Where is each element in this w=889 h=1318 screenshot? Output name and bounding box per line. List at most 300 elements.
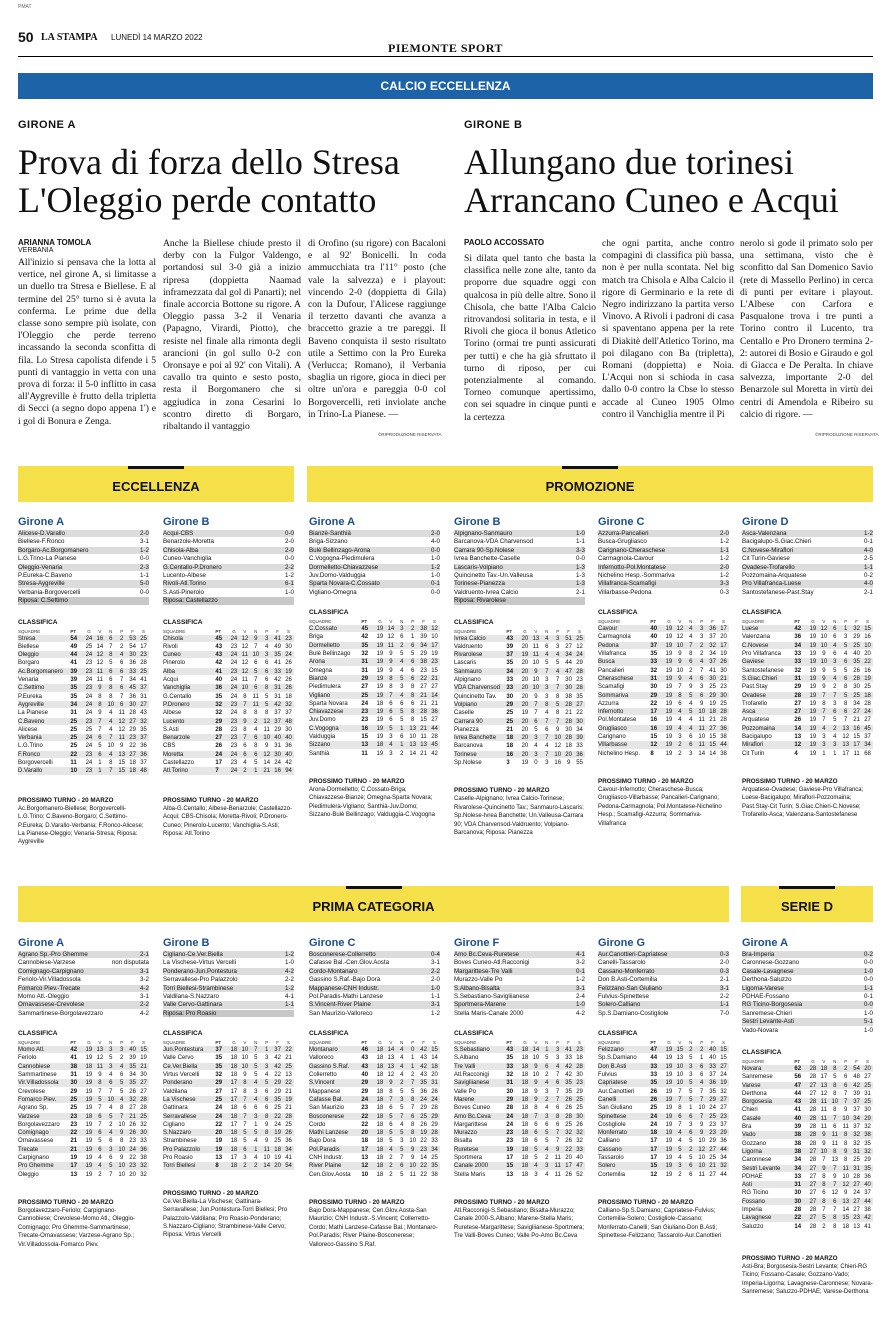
standings-row xyxy=(454,668,585,676)
stat-cell: 8 xyxy=(411,692,415,699)
stat-cell: 44 xyxy=(650,1055,658,1062)
result-row xyxy=(454,589,585,597)
stat-cell: 11 xyxy=(698,725,705,732)
stat-cell: 20 xyxy=(215,1130,223,1137)
stat-cell: 9 xyxy=(389,667,393,674)
stat-cell: 32 xyxy=(215,710,223,717)
score: 2-2 xyxy=(140,1001,149,1009)
stat-cell: 11 xyxy=(96,677,103,684)
stat-cell: 46 xyxy=(361,1047,369,1054)
stat-cell: 17 xyxy=(650,1146,658,1153)
stat-cell: 35 xyxy=(709,1088,716,1095)
standings-row xyxy=(163,1154,294,1162)
stat-cell: 26 xyxy=(565,1105,572,1112)
score: 3-3 xyxy=(720,580,729,588)
column-header: P xyxy=(844,1059,848,1064)
stat-cell: 19 xyxy=(665,1130,673,1137)
result-row xyxy=(163,597,294,605)
stat-cell: 5 xyxy=(844,667,848,674)
standings-row xyxy=(598,1046,729,1054)
stat-cell: 15 xyxy=(118,760,126,767)
standings-row xyxy=(454,651,585,659)
column-header: P xyxy=(120,628,124,634)
standings-row xyxy=(742,1214,873,1222)
stat-cell: 19 xyxy=(85,1171,93,1178)
standings-row xyxy=(163,651,294,659)
score: 0-0 xyxy=(864,959,873,967)
stat-cell: 3 xyxy=(833,742,837,749)
stat-cell: 14 xyxy=(794,725,802,732)
stat-cell: 39 xyxy=(506,643,514,650)
result-row xyxy=(309,959,440,967)
stat-cell: 32 xyxy=(864,1148,871,1155)
stat-cell: 13 xyxy=(842,1198,850,1205)
stat-cell: 32 xyxy=(140,1121,147,1128)
stat-cell: 19 xyxy=(809,675,817,682)
stat-cell: 8 xyxy=(389,684,393,691)
stat-cell: 36 xyxy=(576,751,583,758)
score: 0-0 xyxy=(140,555,149,563)
label-eccellenza: ECCELLENZA xyxy=(18,466,294,502)
stat-cell: 10 xyxy=(107,701,115,708)
team-name: Carignano xyxy=(598,734,626,741)
stat-cell: 40 xyxy=(709,1055,716,1062)
result-row xyxy=(742,547,873,555)
stat-cell: 2 xyxy=(678,742,682,749)
standings-row xyxy=(163,767,294,775)
score: 2-0 xyxy=(431,530,440,537)
stat-cell: 23 xyxy=(285,635,292,642)
stat-cell: 19 xyxy=(809,684,817,691)
team-name: Atl.Torino xyxy=(163,768,189,775)
stat-cell: 7 xyxy=(556,1088,560,1095)
column-header: G xyxy=(378,1040,382,1046)
stat-cell: 19 xyxy=(720,1080,727,1087)
stat-cell: 10 xyxy=(554,735,562,742)
team-name: Rivarolese xyxy=(454,652,483,659)
stat-cell: 20 xyxy=(521,677,529,684)
stat-cell: 5 xyxy=(400,1171,404,1178)
match: Villarbasse-Pedona xyxy=(598,588,652,596)
stat-cell: 42 xyxy=(420,1063,427,1070)
stat-cell: 13 xyxy=(361,742,369,749)
stat-cell: 26 xyxy=(565,1096,572,1103)
team-name: Borgovercelli xyxy=(18,760,53,767)
stat-cell: 9 xyxy=(844,1148,848,1155)
stat-cell: 17 xyxy=(230,1121,238,1128)
stat-cell: 54 xyxy=(285,1163,292,1170)
results-list xyxy=(598,530,729,597)
column-header: G xyxy=(232,628,236,634)
result-row xyxy=(18,580,149,588)
match: S.Asti-Pinerolo xyxy=(163,588,204,596)
column-header: PT xyxy=(794,619,801,625)
stat-cell: 45 xyxy=(361,626,369,633)
result-row xyxy=(454,951,585,959)
label-prima-categoria: PRIMA CATEGORIA xyxy=(18,886,729,922)
standings-row xyxy=(163,701,294,709)
match: Carignano-Cheraschese xyxy=(598,546,666,554)
standings-row xyxy=(309,658,440,666)
stat-cell: 12 xyxy=(241,635,249,642)
stat-cell: 19 xyxy=(521,652,529,659)
team-name: Don B.Asti xyxy=(598,1063,627,1070)
stat-cell: 12 xyxy=(387,634,395,641)
stat-cell: 22 xyxy=(420,675,427,682)
stat-cell: 42 xyxy=(361,634,369,641)
team-name: Bajo Dora xyxy=(309,1138,336,1145)
column-header: V xyxy=(243,628,247,634)
stat-cell: 31 xyxy=(361,667,369,674)
stat-cell: 4 xyxy=(545,1105,549,1112)
stat-cell: 8 xyxy=(556,1113,560,1120)
column-header: F xyxy=(567,1040,570,1046)
stat-cell: 4 xyxy=(98,1155,102,1162)
stat-cell: 24 xyxy=(230,685,238,692)
stat-cell: 8 xyxy=(243,1088,247,1095)
stat-cell: 10 xyxy=(409,734,417,741)
headline-line-1: Allungano due torinesi xyxy=(464,142,794,182)
stat-cell: 7 xyxy=(844,1090,848,1097)
standings-row xyxy=(18,1137,149,1145)
standings-row xyxy=(18,1154,149,1162)
stat-cell: 16 xyxy=(650,725,658,732)
article-b-headline xyxy=(464,143,874,219)
stat-cell: 1 xyxy=(411,1055,415,1062)
column-header: SQUADRE xyxy=(163,628,186,634)
match: Cigliano-Ce.Ver.Biella xyxy=(163,951,223,958)
team-name: Sparta Novara xyxy=(309,700,348,707)
match: C.Novese-Miraflori xyxy=(742,546,794,554)
stat-cell: 6 xyxy=(844,709,848,716)
stat-cell: 17 xyxy=(230,1088,238,1095)
stat-cell: 35 xyxy=(70,685,78,692)
match: Stresa-Aygreville xyxy=(18,580,65,588)
standings-row xyxy=(18,734,149,742)
stat-cell: 19 xyxy=(809,651,817,658)
stat-cell: 27 xyxy=(709,1146,716,1153)
stat-cell: 27 xyxy=(864,717,871,724)
stat-cell: 7 xyxy=(833,1115,837,1122)
stat-cell: 8 xyxy=(98,701,102,708)
stat-cell: 25 xyxy=(70,718,78,725)
stat-cell: 37 xyxy=(853,1124,860,1131)
stat-cell: 13 xyxy=(387,1063,395,1070)
standings-row xyxy=(742,1173,873,1181)
stat-cell: 6 xyxy=(411,659,415,666)
team-name: Aygreville xyxy=(18,701,44,708)
stat-cell: 9 xyxy=(243,718,247,725)
stat-cell: 62 xyxy=(794,1066,802,1072)
stat-cell: 9 xyxy=(556,726,560,733)
stat-cell: 7 xyxy=(545,751,549,758)
column-header: V xyxy=(98,628,102,634)
stat-cell: 15 xyxy=(431,1047,438,1054)
score: 2-0 xyxy=(720,530,729,537)
stat-cell: 9 xyxy=(254,635,258,642)
stat-cell: 18 xyxy=(376,1080,384,1087)
stat-cell: 25 xyxy=(140,668,147,675)
stat-cell: 28 xyxy=(809,1074,817,1081)
stat-cell: 8 xyxy=(650,750,654,757)
stat-cell: 19 xyxy=(215,1138,223,1145)
stat-cell: 3 xyxy=(833,700,837,707)
stat-cell: 15 xyxy=(676,1047,684,1054)
result-row xyxy=(742,580,873,588)
stat-cell: 5 xyxy=(120,1088,124,1095)
match: Torinese-Pianezza xyxy=(454,580,505,588)
team-name: Fossano xyxy=(742,1198,766,1205)
result-row xyxy=(163,589,294,597)
result-row xyxy=(18,547,149,555)
stat-cell: 18 xyxy=(376,742,384,749)
standings-row xyxy=(742,1189,873,1197)
stat-cell: 5 xyxy=(833,1074,837,1081)
stat-cell: 27 xyxy=(720,1063,727,1070)
standings-row xyxy=(742,625,873,633)
score: 3-1 xyxy=(140,992,149,1000)
stat-cell: 42 xyxy=(853,1082,860,1089)
stat-cell: 31 xyxy=(794,1182,802,1189)
stat-cell: 19 xyxy=(665,684,673,691)
match: Murazzo-Valle Po xyxy=(454,976,503,984)
stat-cell: 32 xyxy=(864,1124,871,1131)
stat-cell: 24 xyxy=(85,693,93,700)
stat-cell: 5 xyxy=(389,725,393,732)
standings-row xyxy=(742,1156,873,1164)
standings-row xyxy=(598,667,729,675)
stat-cell: 5 xyxy=(534,726,538,733)
result-row xyxy=(18,572,149,580)
stat-cell: 24 xyxy=(650,1121,658,1128)
stat-cell: 6 xyxy=(833,1198,837,1205)
stat-cell: 32 xyxy=(720,1163,727,1170)
stat-cell: 9 xyxy=(822,684,826,691)
standings-row xyxy=(163,718,294,726)
stat-cell: 8 xyxy=(556,693,560,700)
column-header: G xyxy=(811,619,815,625)
column-header: G xyxy=(378,619,382,625)
result-row xyxy=(742,564,873,572)
standings-row xyxy=(598,725,729,733)
result-row xyxy=(309,993,440,1001)
stat-cell: 2 xyxy=(400,1080,404,1087)
standings-row xyxy=(309,683,440,691)
score: 1-2 xyxy=(431,563,440,571)
stat-cell: 28 xyxy=(794,1207,802,1214)
stat-cell: 4 xyxy=(678,1130,682,1137)
stat-cell: 10 xyxy=(263,1155,271,1162)
score: 0-2 xyxy=(864,951,873,958)
team-name: P.Eureka xyxy=(18,693,42,700)
stat-cell: 4 xyxy=(254,1096,258,1103)
stat-cell: 4 xyxy=(545,635,549,642)
stat-cell: 4 xyxy=(689,675,693,682)
stat-cell: 8 xyxy=(556,710,560,717)
stat-cell: 37 xyxy=(864,734,871,741)
stat-cell: 18 xyxy=(230,1105,238,1112)
column-header: S xyxy=(722,1040,726,1046)
column-header: F xyxy=(855,1059,858,1064)
stat-cell: 2 xyxy=(120,643,124,650)
stat-cell: 5 xyxy=(534,1146,538,1153)
stat-cell: 23 xyxy=(230,668,238,675)
stat-cell: 13 xyxy=(853,1223,860,1230)
result-row xyxy=(454,564,585,572)
result-row xyxy=(309,564,440,572)
stat-cell: 6 xyxy=(833,634,837,641)
team-name: Monferrato xyxy=(598,1130,628,1137)
stat-cell: 12 xyxy=(650,742,658,749)
stat-cell: 21 xyxy=(709,1163,716,1170)
stat-cell: 25 xyxy=(70,726,78,733)
column-header: F xyxy=(276,628,279,634)
stat-cell: 19 xyxy=(85,1121,93,1128)
team-name: Pol.Paradis xyxy=(309,1146,340,1153)
stat-cell: 13 xyxy=(409,742,417,749)
stat-cell: 3 xyxy=(545,1163,549,1170)
score: 3-1 xyxy=(576,984,585,992)
match: Fulvius-Spinettese xyxy=(598,992,649,1000)
standings-row xyxy=(309,633,440,641)
column-header: V xyxy=(98,1040,102,1046)
stat-cell: 7 xyxy=(700,1088,704,1095)
score: 4-2 xyxy=(140,1009,149,1017)
stat-cell: 9 xyxy=(389,651,393,658)
stat-cell: 23 xyxy=(85,660,93,667)
stat-cell: 4 xyxy=(700,1080,704,1087)
stat-cell: 32 xyxy=(576,1138,583,1145)
stat-cell: 9 xyxy=(678,675,682,682)
team-name: Virtus Vercelli xyxy=(163,1072,200,1079)
stat-cell: 5 xyxy=(411,651,415,658)
stat-cell: 42 xyxy=(274,677,281,684)
stat-cell: 31 xyxy=(853,1165,860,1172)
standings-row xyxy=(309,741,440,749)
next-round-title: PROSSIMO TURNO - 20 MARZO xyxy=(309,1199,405,1206)
stat-cell: 23 xyxy=(853,1215,860,1222)
stat-cell: 8 xyxy=(822,700,826,707)
stat-cell: 12 xyxy=(241,660,249,667)
stat-cell: 10 xyxy=(107,743,115,750)
stat-cell: 5 xyxy=(265,693,269,700)
stat-cell: 29 xyxy=(794,684,802,691)
stat-cell: 3 xyxy=(254,1113,258,1120)
standings-row xyxy=(163,693,294,701)
stat-cell: 29 xyxy=(215,1080,223,1087)
stat-cell: 42 xyxy=(420,1047,427,1054)
next-round-title: PROSSIMO TURNO - 20 MARZO xyxy=(742,778,838,785)
standings-row xyxy=(18,635,149,643)
match: Benarzole-Moretta xyxy=(163,538,214,546)
stat-cell: 30 xyxy=(794,1190,802,1197)
standings-row xyxy=(18,1104,149,1112)
stat-cell: 19 xyxy=(665,1163,673,1170)
score: 0-0 xyxy=(285,530,294,537)
stat-cell: 1 xyxy=(833,750,837,757)
standings-row xyxy=(309,716,440,724)
standings-header xyxy=(163,628,294,635)
match: Nichelino Hesp.-Sommariva xyxy=(598,571,675,579)
stat-cell: 9 xyxy=(120,1155,124,1162)
stat-cell: 30 xyxy=(576,1072,583,1079)
result-row xyxy=(18,951,149,959)
stat-cell: 35 xyxy=(864,1165,871,1172)
stat-cell: 9 xyxy=(700,1130,704,1137)
stat-cell: 16 xyxy=(864,667,871,674)
match: Aur.Canottieri-Capriatese xyxy=(598,951,668,958)
stat-cell: 18 xyxy=(230,1047,238,1054)
stat-cell: 23 xyxy=(85,751,93,758)
stat-cell: 19 xyxy=(376,692,384,699)
standings-row xyxy=(309,708,440,716)
stat-cell: 7 xyxy=(700,1096,704,1103)
stat-cell: 3 xyxy=(689,1063,693,1070)
stat-cell: 45 xyxy=(215,635,223,642)
stat-cell: 29 xyxy=(650,692,658,699)
team-name: Barcanova xyxy=(454,743,483,750)
result-row xyxy=(309,572,440,580)
stat-cell: 29 xyxy=(274,1080,281,1087)
match: Ovadese-Trofarello xyxy=(742,563,795,571)
stat-cell: 27 xyxy=(809,1190,817,1197)
score: 0-1 xyxy=(864,992,873,1000)
score: 1-3 xyxy=(576,563,585,571)
column-header: PT xyxy=(70,628,77,634)
stat-cell: 5 xyxy=(243,1130,247,1137)
score: 0-0 xyxy=(285,555,294,563)
stat-cell: 11 xyxy=(554,1163,561,1170)
stat-cell: 39 xyxy=(420,634,427,641)
standings-row xyxy=(309,1129,440,1137)
stat-cell: 4 xyxy=(400,667,404,674)
stat-cell: 9 xyxy=(534,1080,538,1087)
stat-cell: 8 xyxy=(389,675,393,682)
score: 4-1 xyxy=(285,992,294,1000)
team-name: Chiavazzese xyxy=(309,709,344,716)
stat-cell: 11 xyxy=(241,677,248,684)
stat-cell: 23 xyxy=(85,768,93,775)
stat-cell: 25 xyxy=(140,635,147,642)
result-row xyxy=(163,538,294,546)
score: 2-0 xyxy=(285,546,294,554)
stat-cell: 1 xyxy=(98,768,102,775)
stat-cell: 4 xyxy=(109,1072,113,1079)
stat-cell: 25 xyxy=(506,710,514,717)
stat-cell: 24 xyxy=(230,652,238,659)
stat-cell: 28 xyxy=(853,1173,860,1180)
column-header: SQUADRE xyxy=(742,619,765,625)
stat-cell: 18 xyxy=(521,1047,529,1054)
stat-cell: 10 xyxy=(409,1138,417,1145)
stat-cell: 6 xyxy=(534,1138,538,1145)
result-row xyxy=(163,985,294,993)
result-row xyxy=(598,1001,729,1009)
score: 2-2 xyxy=(720,992,729,1000)
section-title: PIEMONTE SPORT xyxy=(388,41,503,55)
result-row xyxy=(598,976,729,984)
stat-cell: 32 xyxy=(650,667,658,674)
stat-cell: 5 xyxy=(400,1088,404,1095)
column-header: S xyxy=(433,619,437,625)
standings-row xyxy=(18,643,149,651)
article-a-copyright: ©RIPRODUZIONE RISERVATA xyxy=(378,432,442,437)
stat-cell: 6 xyxy=(689,734,693,741)
stat-cell: 10 xyxy=(532,685,540,692)
stat-cell: 26 xyxy=(420,1121,427,1128)
match: La Vischese-Virtus Vercelli xyxy=(163,959,237,967)
stat-cell: 13 xyxy=(794,734,802,741)
